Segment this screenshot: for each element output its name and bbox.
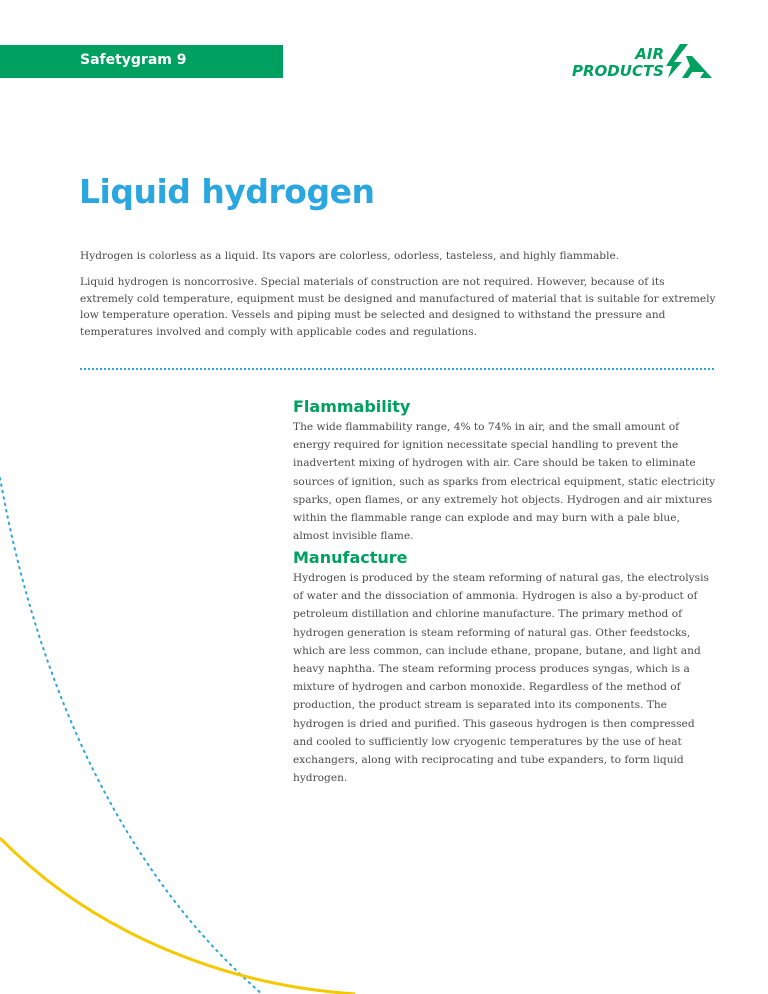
intro-paragraph: Liquid hydrogen is noncorrosive. Special materials of construction are not required. However, because of its extremely cold temperature, equipment must be designed and manufactured of material that is suitable for extremely low temperature operation. Vessels and piping must be selected and designed to withstand the pressure and temperatures involved and comply with applicable codes and regulations. (80, 276, 716, 338)
page-title: Liquid hydrogen (79, 172, 375, 211)
intro-paragraph: Hydrogen is colorless as a liquid. Its vapors are colorless, odorless, tasteless, and highly flammable. (80, 250, 620, 262)
dotted-divider (80, 368, 714, 370)
section-heading: Manufacture (293, 548, 408, 567)
series-label: Safetygram 9 (80, 52, 187, 68)
svg-text:AIR: AIR (635, 45, 664, 63)
section-flammability (293, 397, 716, 545)
air-products-logo (552, 42, 717, 82)
section-manufacture (293, 548, 716, 787)
safetygram-banner (0, 45, 283, 78)
section-body: The wide flammability range, 4% to 74% in air, and the small amount of energy required for ignition necessitate special handling to prevent the inadvertent mixing of hydrogen with air. Care should be taken to eliminate sources of ignition, such as sparks from electrical equipment, static electricity sparks, open flames, or any extremely hot objects. Hydrogen and air mixtures within the flammable range can explode and may burn with a pale blue, almost invisible flame. (293, 421, 716, 543)
section-body: Hydrogen is produced by the steam reforming of natural gas, the electrolysis of water and the dissociation of ammonia. Hydrogen is also a by-product of petroleum distillation and chlorine manufacture. The primary method of hydrogen generation is steam reforming of natural gas. Other feedstocks, which are less common, can include ethane, propane, butane, and light and heavy naphtha. The steam reforming process produces syngas, which is a mixture of hydrogen and carbon monoxide. Regardless of the method of production, the product stream is separated into its components. The hydrogen is dried and purified. This gaseous hydrogen is then compressed and cooled to sufficiently low cryogenic temperatures by the use of heat exchangers, along with reciprocating and tube expanders, to form liquid hydrogen. (293, 572, 709, 785)
section-heading: Flammability (293, 397, 411, 416)
intro (80, 248, 720, 350)
svg-text:PRODUCTS: PRODUCTS (572, 62, 664, 80)
